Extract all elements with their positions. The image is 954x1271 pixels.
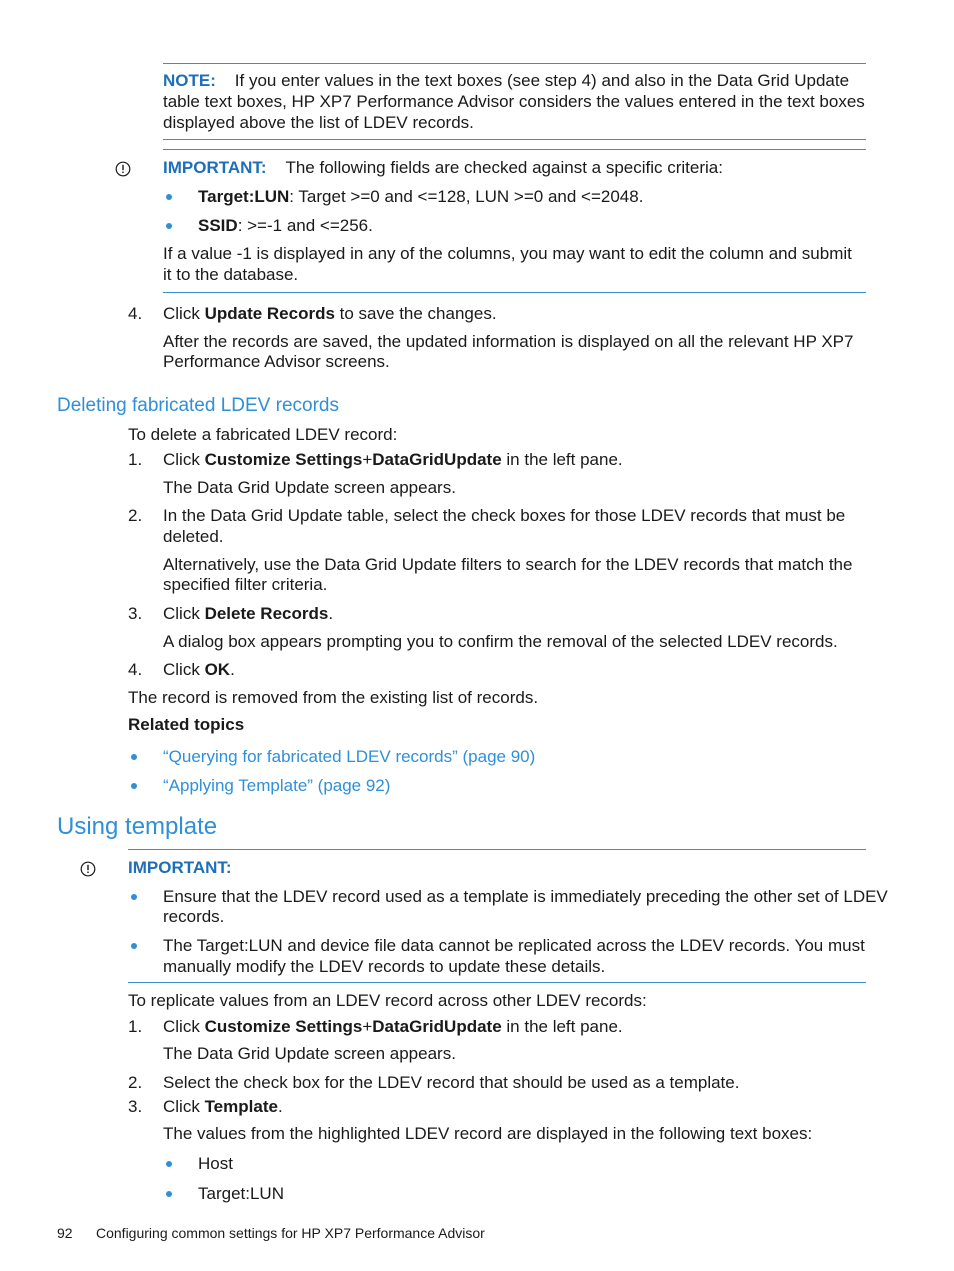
bullet-icon [131, 754, 137, 760]
bullet-icon [166, 223, 172, 229]
template-step-3-sub: The values from the highlighted LDEV record are displayed in the following text boxes: [163, 1124, 813, 1143]
step-4-text: Click Update Records to save the changes. [163, 304, 497, 323]
template-step-2: Select the check box for the LDEV record that should be used as a template. [163, 1073, 740, 1092]
template-bullet-1-line-1: Ensure that the LDEV record used as a template is immediately preceding the other set of LDEV [163, 887, 888, 906]
important-icon [115, 161, 131, 177]
note-line-1: NOTE: If you enter values in the text boxes (see step 4) and also in the Data Grid Update [163, 71, 850, 90]
template-sub-bullet-host: Host [198, 1154, 233, 1173]
step-number: 1. [128, 1017, 143, 1036]
step-number: 2. [128, 1073, 143, 1092]
bullet-icon [131, 894, 137, 900]
important-bottom-rule [163, 292, 866, 293]
template-step-1: Click Customize Settings+DataGridUpdate in the left pane. [163, 1017, 623, 1036]
related-topics-heading: Related topics [128, 715, 245, 734]
note-line-3: displayed above the list of LDEV records. [163, 113, 474, 132]
important-2-top-rule [128, 849, 866, 850]
important-top-rule [163, 149, 866, 150]
note-bottom-rule [163, 139, 866, 140]
bullet-icon [131, 943, 137, 949]
important-bullet-1: Target:LUN: Target >=0 and <=128, LUN >=0 and <=2048. [198, 187, 644, 206]
step-4-para-line-1: After the records are saved, the updated information is displayed on all the relevant HP XP7 [163, 332, 854, 351]
bullet-icon [166, 1161, 172, 1167]
step-number: 2. [128, 506, 143, 525]
delete-step-2-sub-line-1: Alternatively, use the Data Grid Update filters to search for the LDEV records that match the [163, 555, 853, 574]
bullet-icon [166, 1191, 172, 1197]
delete-step-1: Click Customize Settings+DataGridUpdate in the left pane. [163, 450, 623, 469]
bullet-icon [166, 194, 172, 200]
important-para-line-2: it to the database. [163, 265, 299, 284]
delete-step-2-line-2: deleted. [163, 527, 224, 546]
step-number: 3. [128, 604, 143, 623]
related-link-applying-template[interactable]: “Applying Template” (page 92) [163, 776, 391, 795]
important-icon [80, 861, 96, 877]
important-para-line-1: If a value -1 is displayed in any of the columns, you may want to edit the column and submit [163, 244, 852, 263]
template-intro: To replicate values from an LDEV record across other LDEV records: [128, 991, 647, 1010]
note-label: NOTE: [163, 71, 216, 90]
template-bullet-2-line-1: The Target:LUN and device file data cannot be replicated across the LDEV records. You must [163, 936, 865, 955]
template-sub-bullet-target-lun: Target:LUN [198, 1184, 284, 1203]
note-line-2: table text boxes, HP XP7 Performance Advisor considers the values entered in the text boxes [163, 92, 865, 111]
step-number: 1. [128, 450, 143, 469]
section-heading-using-template: Using template [57, 813, 218, 840]
delete-step-2-line-1: In the Data Grid Update table, select the check boxes for those LDEV records that must be [163, 506, 846, 525]
note-top-rule [163, 63, 866, 64]
bullet-icon [131, 783, 137, 789]
delete-intro: To delete a fabricated LDEV record: [128, 425, 398, 444]
template-bullet-1-line-2: records. [163, 907, 225, 926]
important-intro: IMPORTANT: The following fields are checked against a specific criteria: [163, 158, 723, 177]
footer-page-number: 92 [57, 1225, 73, 1241]
delete-step-4: Click OK. [163, 660, 235, 679]
template-step-3: Click Template. [163, 1097, 283, 1116]
important-label: IMPORTANT: [163, 158, 267, 177]
delete-step-2-sub-line-2: specified filter criteria. [163, 575, 328, 594]
delete-step-3: Click Delete Records. [163, 604, 334, 623]
important-bullet-2: SSID: >=-1 and <=256. [198, 216, 373, 235]
step-number: 3. [128, 1097, 143, 1116]
delete-step-3-sub: A dialog box appears prompting you to confirm the removal of the selected LDEV records. [163, 632, 838, 651]
step-number: 4. [128, 660, 143, 679]
step-number: 4. [128, 304, 143, 323]
important-2-bottom-rule [128, 982, 866, 983]
template-step-1-sub: The Data Grid Update screen appears. [163, 1044, 456, 1063]
step-4-para-line-2: Performance Advisor screens. [163, 352, 390, 371]
delete-result: The record is removed from the existing list of records. [128, 688, 539, 707]
related-link-querying[interactable]: “Querying for fabricated LDEV records” (page 90) [163, 747, 536, 766]
footer-title: Configuring common settings for HP XP7 Performance Advisor [96, 1225, 485, 1241]
section-heading-delete: Deleting fabricated LDEV records [57, 395, 339, 416]
important-2-label: IMPORTANT: [128, 858, 232, 877]
template-bullet-2-line-2: manually modify the LDEV records to update these details. [163, 957, 606, 976]
delete-step-1-sub: The Data Grid Update screen appears. [163, 478, 456, 497]
